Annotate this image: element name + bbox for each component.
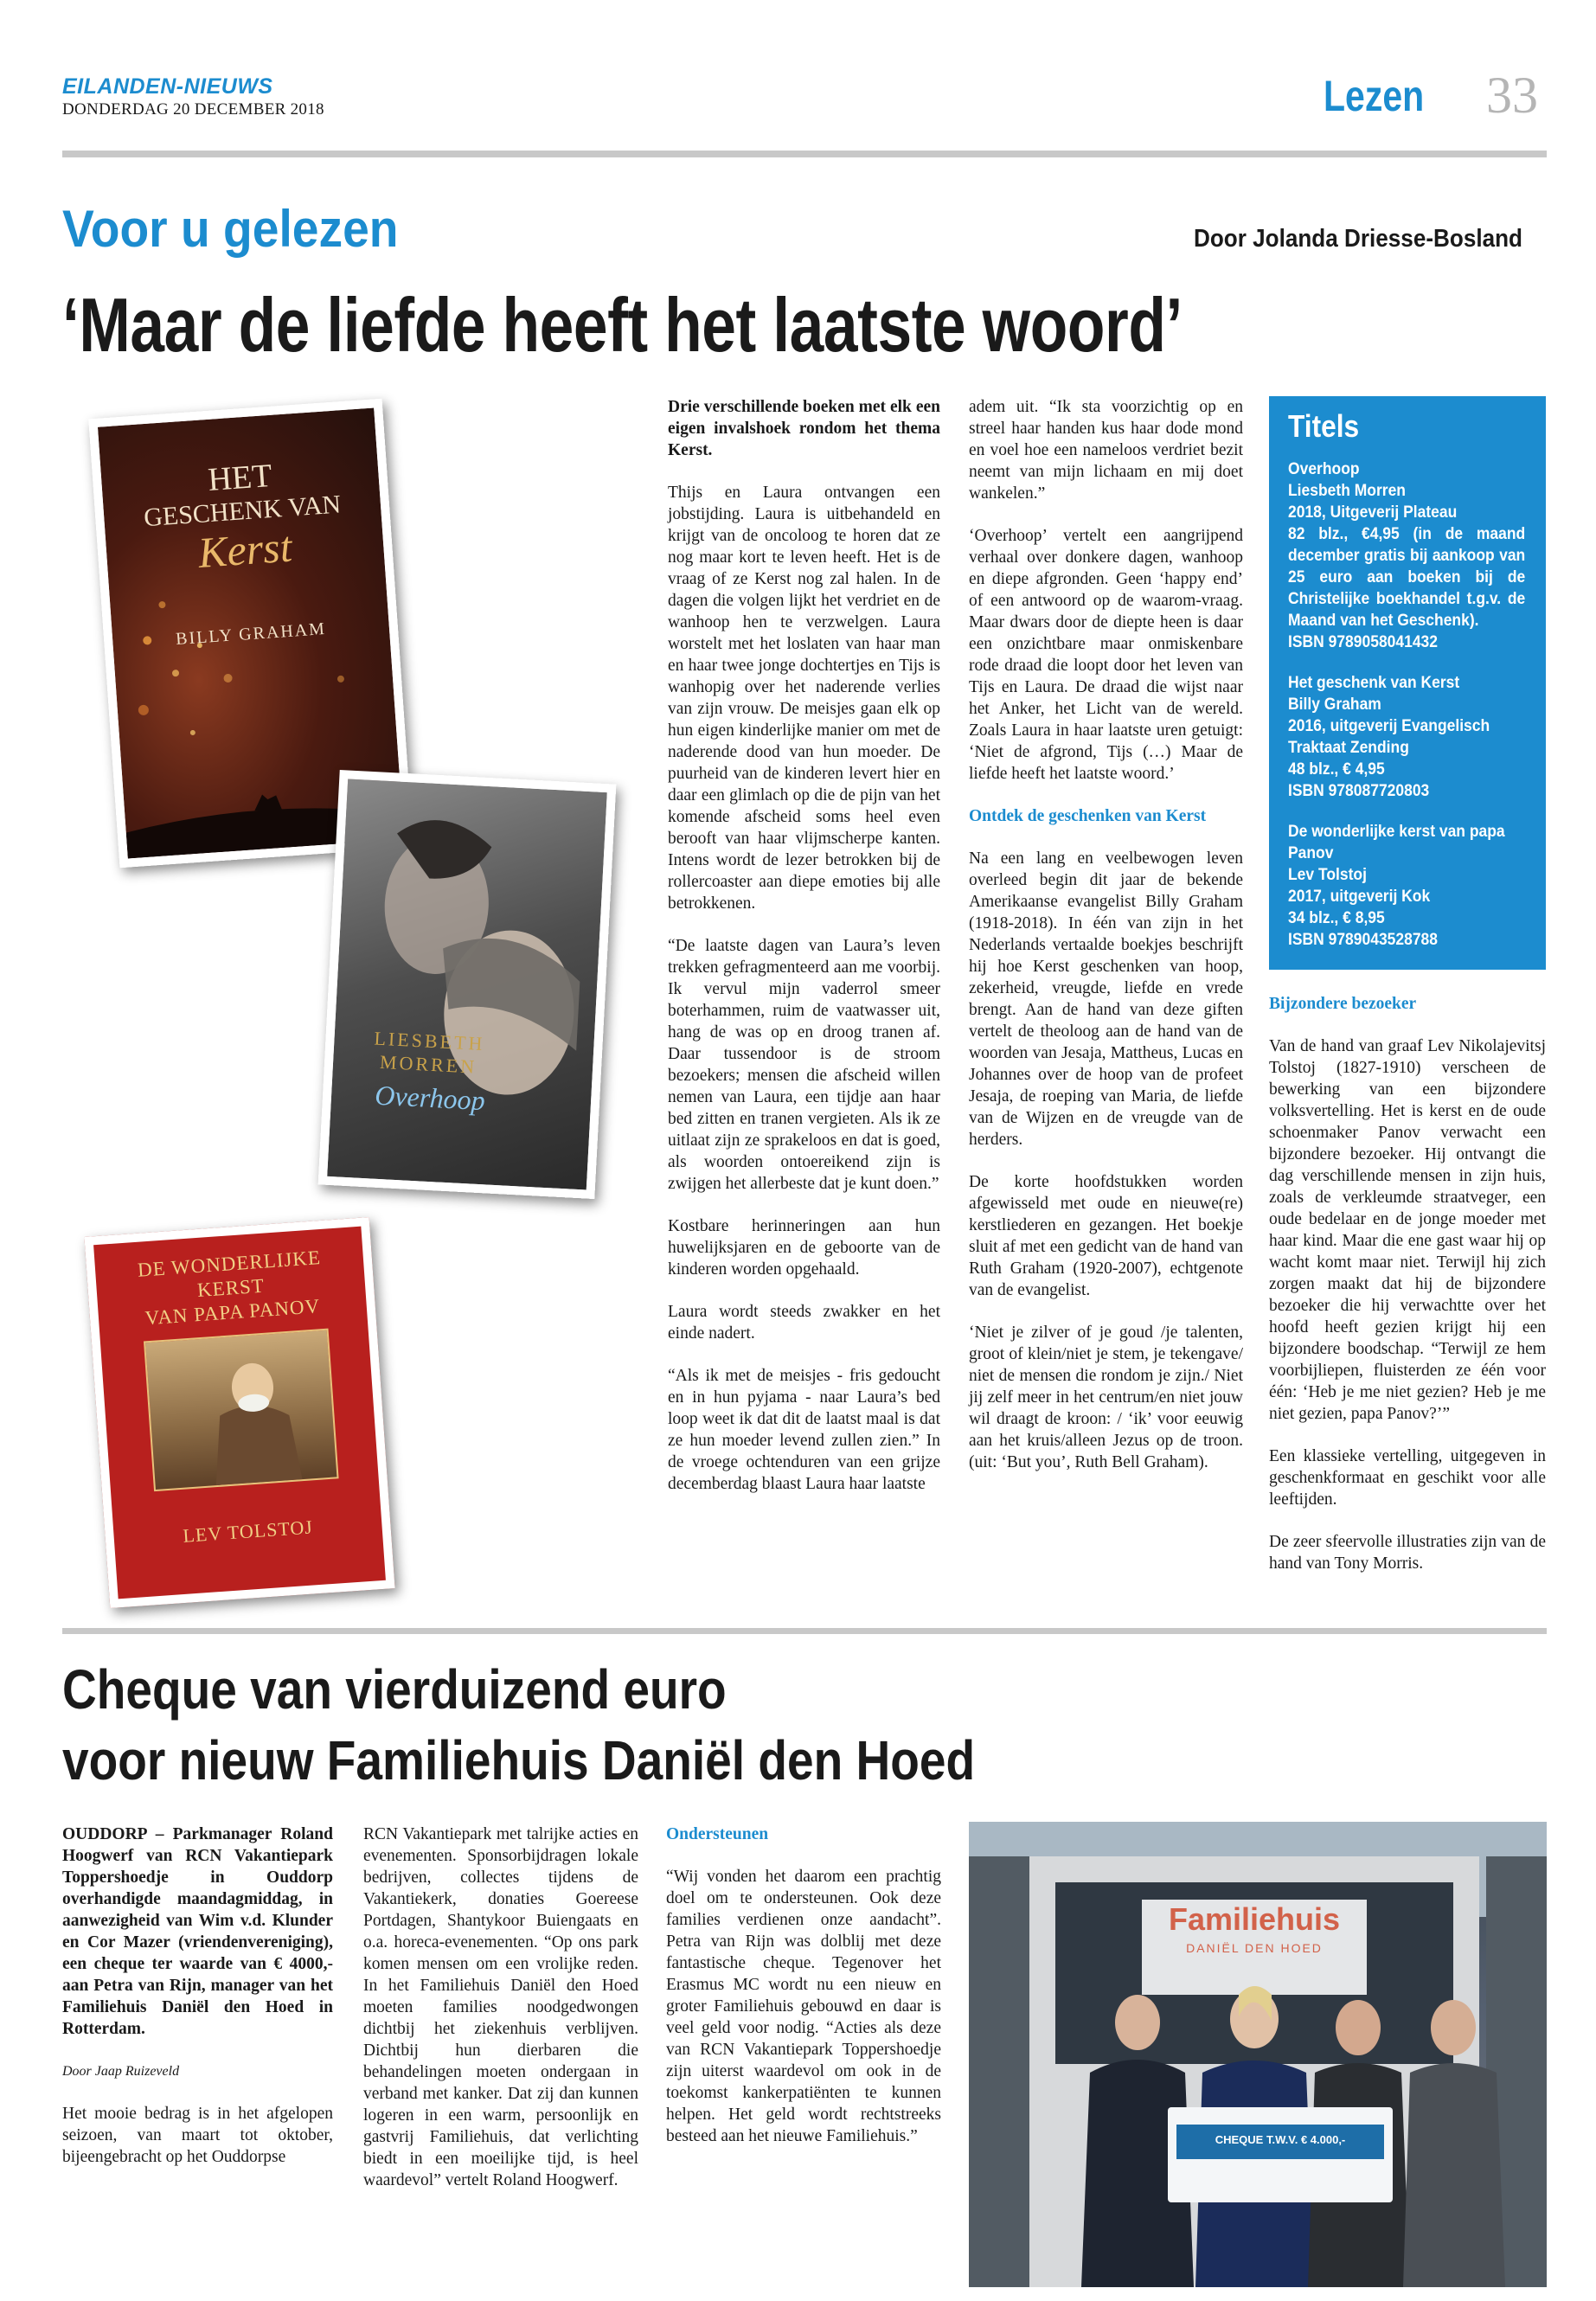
page-number: 33 [1486,67,1538,124]
entry-isbn: ISBN 978087720803 [1288,782,1430,800]
article1-paragraph: Na een lang en veelbewogen leven overleed begin dit jaar de bekende Amerikaanse evangelist Billy Graham (1918-2018). In één van zijn in het Nederlands vertaalde boekjes beschrijft hij hoe Kerst geschenken van hoop, zekerheid, vreugde, liefde en vrede brengt. Aan de hand van deze giften vertelt de theoloog aan de hand van de woorden van Jesaja, Mattheus, Lucas en Johannes over de hoop van de profeet Jesaja, de roeping van Maria, de liefde van de Wijzen en de vreugde van de herders. [969,849,1243,1149]
article1-paragraph: Laura wordt steeds zwakker en het einde nadert. [668,1303,940,1343]
cover-illustration-shoemaker [144,1329,339,1492]
article1-paragraph: Een klassieke vertelling, uitgegeven in geschenkformaat en geschikt voor alle leeftijden. [1269,1447,1546,1509]
article2-paragraph: Het mooie bedrag is in het afgelopen seizoen, van maart tot oktober, bijeengebracht op het Ouddorpse [62,2105,333,2166]
entry-author: Billy Graham [1288,695,1381,714]
article2-column-3 [666,1823,941,2168]
entry-price: 82 blz., €4,95 (in de maand december gratis bij aankoop van 25 euro aan boeken bij de Christelijke boekhandel t.g.v. de Maand van het Geschenk). [1288,525,1526,630]
book3-title-c: VAN PAPA PANOV [144,1295,321,1330]
article2-subheading: Ondersteunen [666,1825,769,1843]
book1-title-c: Kerst [196,522,294,577]
article1-column-1 [668,396,940,1516]
article1-paragraph: ‘Niet je zilver of je goud /je talenten, groot of klein/niet je stem, je tekengave/ niet de mensen die rondom je zijn./ Niet jij zelf meer in het centrum/en niet jouw wil draagt de kroon: / ‘ik’ voor eeuwig aan het kruis/alleen Jezus op de troon. (uit: ‘But you’, Ruth Bell Graham). [969,1324,1243,1471]
entry-publisher: 2016, uitgeverij Evangelisch Traktaat Zending [1288,717,1490,757]
book2-author-a: LIESBETH [374,1027,486,1055]
book1-author: BILLY GRAHAM [175,619,327,650]
entry-price: 34 blz., € 8,95 [1288,909,1385,927]
sign-familiehuis: Familiehuis [1168,1901,1341,1937]
article1-paragraph: Van de hand van graaf Lev Nikolajevitsj Tolstoj (1827-1910) verscheen de bewerking van een bijzondere volksvertelling. Het is kerst en de oude schoenmaker Panov verwacht een bijzondere bezoeker. Hij ontvangt die dag verschillende mensen in zijn huis, zoals de verkleumde straatveger, een oude bedelaar en de jonge moeder met haar kind. Maar die ene gast waar hij op wacht komt maar niet. Terwijl hij zich zorgen maakt dat hij de bijzondere bezoeker die hij verwachtte over het hoofd heeft gezien krijgt hij een bijzondere boodschap. “Terwijl ze hem voorbijliepen, fluisterden ze één voor één: ‘Heb je me niet gezien? Heb je me niet gezien, papa Panov?’” [1269,1037,1546,1423]
book-cover-papa-panov [84,1217,394,1608]
article1-paragraph: De korte hoofdstukken worden afgewisseld met oude en nieuwe(re) kerstliederen en gezangen. Het boekje sluit af met een gedicht van de hand van Ruth Graham (1920-2007), echtgenote van de evangelist. [969,1173,1243,1299]
entry-isbn: ISBN 9789058041432 [1288,633,1439,651]
book3-title-b: KERST [196,1274,266,1302]
book3-title-a: DE WONDERLIJKE [137,1247,322,1281]
entry-publisher: 2018, Uitgeverij Plateau [1288,503,1458,522]
article1-paragraph: adem uit. “Ik sta voorzichtig op en streel haar handen kus haar dode mond en voel hoe een nameloos verdriet bezit neemt van mijn lichaam en mij doet wankelen.” [969,398,1243,503]
entry-title: Overhoop [1288,460,1360,478]
headline-line-2: voor nieuw Familiehuis Daniël den Hoed [62,1729,976,1791]
article1-lead: Drie verschillende boeken met elk een eigen invalshoek rondom het thema Kerst. [668,398,940,459]
entry-title: De wonderlijke kerst van papa Panov [1288,823,1505,862]
entry-price: 48 blz., € 4,95 [1288,760,1385,779]
article1-column-3 [1269,993,1546,1595]
book1-title-a: HET [207,457,273,498]
article1-subheading: Bijzondere bezoeker [1269,995,1417,1013]
book2-title: Overhoop [374,1079,486,1117]
article-kicker: Voor u gelezen [62,200,399,258]
headline-line-1: Cheque van vierduizend euro [62,1658,727,1721]
cheque-handover-photo [969,1822,1547,2287]
sidebar-heading: Titels [1288,408,1360,444]
article1-paragraph: Thijs en Laura ontvangen een jobstijding. Laura is uitbehandeld en krijgt van de oncoloog te horen dat ze nog maar kort te leven heeft. Het is de vraag of ze Kerst nog zal halen. In de dagen die volgen lijkt het verdriet en de wanhoop hen te verzwelgen. Laura worstelt met het loslaten van haar man en haar twee jonge dochtertjes en Tijs is wanhopig over het naderende verlies van zijn vrouw. De meisjes gaan elk op hun eigen kinderlijke manier om met de naderende dood van hun moeder. De puurheid van de kinderen levert hier en daar een glimlach op die de pijn van het komende afscheid soms heel even berooft van haar vlijmscherpe kanten. Intens wordt de lezer betrokken bij de rollercoaster aan diepe emoties bij alle betrokkenen. [668,484,940,913]
article1-paragraph: “Als ik met de meisjes - fris gedoucht en in hun pyjama - naar Laura’s bed loop weet ik dat dit de laatst maal is dat ze hun moeder levend zullen zien.” In de vroege ochtenduren van een grijze decemberdag blaast Laura haar laatste [668,1367,940,1493]
entry-publisher: 2017, uitgeverij Kok [1288,888,1431,906]
book-cover-overhoop [318,770,617,1199]
photo-scene [969,1822,1547,2287]
article2-column-1 [62,1823,333,2189]
entry-author: Lev Tolstoj [1288,866,1367,884]
titles-sidebar [1269,396,1546,970]
newspaper-logo: EILANDEN-NIEUWS [62,74,273,99]
article1-paragraph: ‘Overhoop’ vertelt een aangrijpend verhaal over donkere dagen, wanhoop en diepe afgronden. Geen ‘happy end’ of een antwoord op de waarom-vraag. Maar dwars door de diepte heen is daar een onzichtbare maar onmiskenbare rode draad die loopt door het leven van Tijs en Laura. De draad die wijst naar het Anker, het Licht van de wereld. Zoals Laura in haar laatste uren getuigt: ‘Niet de afgrond, Tijs (…) Maar de liefde heeft het laatste woord.’ [969,527,1243,783]
article1-subheading: Ontdek de geschenken van Kerst [969,807,1207,825]
article2-lead: OUDDORP – Parkmanager Roland Hoogwerf van RCN Vakantiepark Toppershoedje in Ouddorp overhandigde maandagmiddag, in aanwezigheid van Wim v.d. Klunder en Cor Mazer (vriendenvereniging), een cheque ter waarde van € 4000,- aan Petra van Rijn, manager van het Familiehuis Daniël den Hoed in Rotterdam. [62,1825,333,2038]
cover-photo-couple [327,779,607,1189]
book3-author: LEV TOLSTOJ [182,1516,314,1547]
article2-paragraph: “Wij vonden het daarom een prachtig doel om te ondersteunen. Ook deze families verdienen onze aandacht”. Petra van Rijn was dolblij met deze fantastische cheque. Tegenover het Erasmus MC wordt nu een nieuw en groter Familiehuis gebouwd en daar is veel geld voor nodig. “Acties als deze van RCN Vakantiepark Toppershoedje zijn uiterst waardevol om ook in de toekomst kankerpatiënten te kunnen helpen. Het geld wordt rechtstreeks besteed aan het nieuwe Familiehuis.” [666,1868,941,2145]
shoemaker-figure [145,1330,337,1490]
entry-isbn: ISBN 9789043528788 [1288,931,1439,949]
article-byline: Door Jolanda Driesse-Bosland [1194,225,1522,253]
sidebar-entry [1288,672,1525,802]
article1-paragraph: De zeer sfeervolle illustraties zijn van de hand van Tony Morris. [1269,1533,1546,1573]
section-title: Lezen [1324,72,1425,120]
article2-paragraph: RCN Vakantiepark met talrijke acties en evenementen. Sponsorbijdragen lokale bedrijven, collectes tijdens de Vakantiekerk, donaties Goereese Portdagen, Shantykoor Buiengaats en o.a. horeca-evenementen. “Op ons park komen mensen om een vrolijke reden. In het Familiehuis Daniël den Hoed moeten families noodgedwongen dichtbij het ziekenhuis verblijven. Dichtbij hun dierbaren die behandelingen moeten ondergaan in verband met kanker. Dat zij dan kunnen logeren in een warm, persoonlijk en gastvrij Familiehuis, dat verlichting biedt in een moeilijke tijd, is heel waardevol” vertelt Roland Hoogwerf. [363,1825,638,2189]
article2-author: Door Jaap Ruizeveld [62,2064,180,2079]
cheque-label: CHEQUE T.W.V. € 4.000,- [1215,2133,1346,2146]
article1-paragraph: “De laatste dagen van Laura’s leven trekken gefragmenteerd aan me voorbij. Ik vervul mijn vaderrol smeer boterhammen, ruim de vaatwasser uit, hang de was op en droog tranen af. Daar tussendoor is de stroom bezoekers; mensen die afscheid willen nemen van Laura, een tijdje aan haar bed zitten en tranen vergieten. Als ik ze uitlaat zijn ze sprakeloos en dat is goed, als woorden ontoereikend zijn is zwijgen het allerbeste dat je kunt doen.” [668,937,940,1193]
sidebar-entry [1288,821,1525,951]
issue-date: DONDERDAG 20 DECEMBER 2018 [62,100,324,119]
article2-headline [62,1654,975,1796]
article2-column-2 [363,1823,638,2212]
article1-paragraph: Kostbare herinneringen aan hun huwelijksjaren en de geboorte van de kinderen worden opgehaald. [668,1217,940,1279]
article-headline: ‘Maar de liefde heeft het laatste woord’ [62,282,1183,368]
article1-column-2 [969,396,1243,1494]
sidebar-entry [1288,458,1525,653]
top-rule [62,151,1547,157]
book2-author-b: MORREN [379,1050,478,1078]
section-rule [62,1628,1547,1634]
entry-author: Liesbeth Morren [1288,482,1406,500]
book1-title-b: GESCHENK VAN [143,490,343,533]
sign-daniel-den-hoed: DANIËL DEN HOED [1186,1941,1323,1955]
entry-title: Het geschenk van Kerst [1288,674,1460,692]
